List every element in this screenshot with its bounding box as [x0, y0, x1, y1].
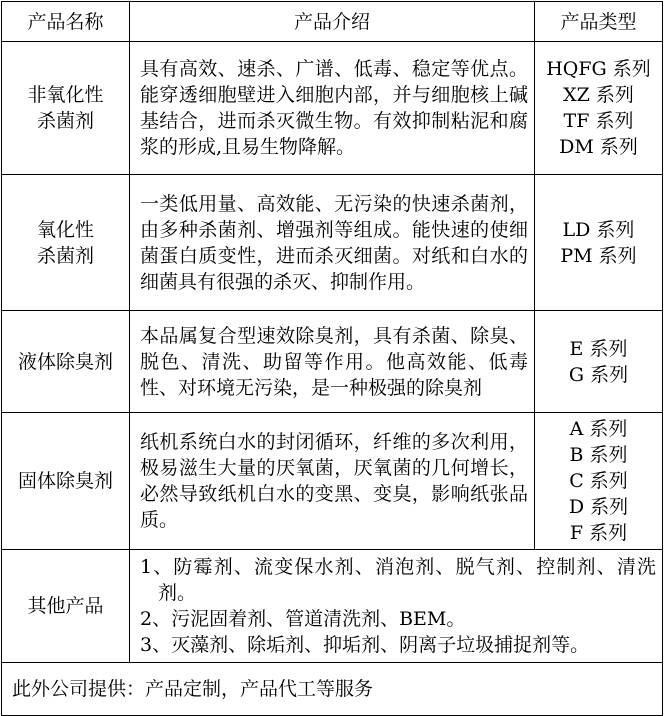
other-product-item: 1、防霉剂、流变保水剂、消泡剂、脱气剂、控制剂、清洗剂。: [140, 556, 656, 604]
product-type-item: LD 系列: [562, 218, 635, 241]
product-type-item: PM 系列: [560, 244, 637, 267]
product-type-item: F 系列: [569, 522, 628, 544]
footer-row: [2, 663, 663, 716]
table-row: [2, 413, 663, 550]
product-type-item: D 系列: [568, 496, 629, 518]
product-intro-cell: 本品属复合型速效除臭剂，具有杀菌、除臭、脱色、清洗、助留等作用。他高效能、低毒性、对环境无污染，是一种极强的除臭剂: [130, 311, 535, 413]
product-table-sheet: [1, 1, 662, 716]
product-name-line: 非氧化性: [27, 84, 104, 106]
product-intro-cell: 纸机系统白水的封闭循环，纤维的多次利用，极易滋生大量的厌氧菌，厌氧菌的几何增长，必然导致纸机白水的变黑、变臭，影响纸张品质。: [130, 413, 535, 550]
other-products-list: [130, 550, 663, 663]
header-product-type: 产品类型: [535, 2, 663, 42]
product-name-line: 固体除臭剂: [17, 470, 113, 492]
header-row: [2, 2, 663, 42]
product-name-line: 杀菌剂: [36, 244, 94, 267]
product-type-item: C 系列: [569, 470, 628, 492]
other-products-row: [2, 550, 663, 663]
product-name-line: 氧化性: [36, 218, 94, 241]
product-type-item: DM 系列: [559, 136, 638, 158]
product-table: [1, 1, 663, 716]
table-row: [2, 311, 663, 413]
product-type-item: B 系列: [569, 444, 628, 466]
product-type-item: HQFG 系列: [546, 58, 651, 80]
product-type-item: G 系列: [568, 363, 629, 386]
table-row: [2, 175, 663, 311]
product-type-cell: [535, 42, 663, 175]
product-type-cell: [535, 311, 663, 413]
footer-services-note: 此外公司提供：产品定制，产品代工等服务: [2, 663, 663, 716]
product-name-line: 杀菌剂: [36, 110, 94, 132]
product-name-cell: [2, 311, 130, 413]
product-type-cell: [535, 413, 663, 550]
other-product-item: 3、灭藻剂、除垢剂、抑垢剂、阴离子垃圾捕捉剂等。: [140, 634, 590, 656]
product-intro-cell: 具有高效、速杀、广谱、低毒、稳定等优点。能穿透细胞壁进入细胞内部，并与细胞核上碱基结合，进而杀灭微生物。有效抑制粘泥和腐浆的形成,且易生物降解。: [130, 42, 535, 175]
product-name-cell: [2, 42, 130, 175]
header-product-name: 产品名称: [2, 2, 130, 42]
product-type-item: XZ 系列: [563, 84, 634, 106]
table-row: [2, 42, 663, 175]
other-products-name: 其他产品: [2, 550, 130, 663]
product-name-cell: [2, 413, 130, 550]
product-name-line: 液体除臭剂: [17, 350, 113, 373]
product-name-cell: [2, 175, 130, 311]
product-intro-cell: 一类低用量、高效能、无污染的快速杀菌剂，由多种杀菌剂、增强剂等组成。能快速的使细菌蛋白质变性，进而杀灭细菌。对纸和白水的细菌具有很强的杀灭、抑制作用。: [130, 175, 535, 311]
product-type-item: E 系列: [569, 337, 628, 360]
product-type-item: A 系列: [569, 418, 628, 440]
header-product-intro: 产品介绍: [130, 2, 535, 42]
product-type-item: TF 系列: [563, 110, 634, 132]
product-type-cell: [535, 175, 663, 311]
other-product-item: 2、污泥固着剂、管道清洗剂、BEM。: [140, 608, 466, 630]
